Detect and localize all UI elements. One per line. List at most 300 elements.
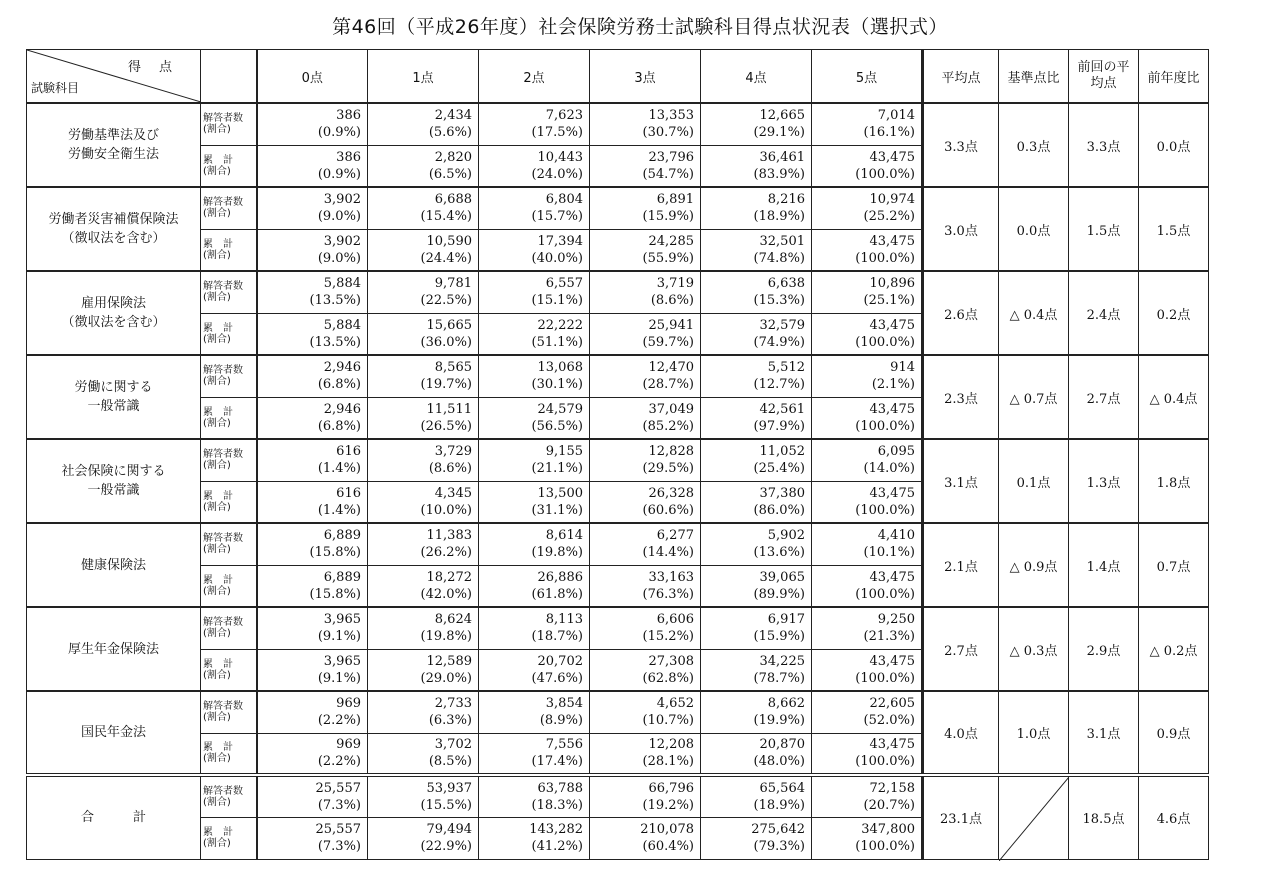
- count-value: 27,308: [648, 653, 694, 669]
- count-value: 969: [336, 696, 361, 712]
- count-value: 12,589: [426, 653, 472, 669]
- row-label-main: 解答者数: [203, 701, 243, 713]
- answerers-label: [201, 691, 257, 733]
- score-2-cell: [479, 691, 590, 733]
- corner-subject-label: 試験科目: [31, 81, 80, 95]
- percent-value: (18.3%): [531, 797, 583, 813]
- score-5-cell: [812, 355, 923, 397]
- answerers-row: [27, 103, 1209, 145]
- count-value: 7,556: [545, 737, 583, 753]
- score-2-header: 2点: [479, 50, 590, 104]
- count-value: 53,937: [426, 780, 472, 796]
- score-4-cell: [701, 397, 812, 439]
- score-1-cell: [368, 229, 479, 271]
- score-1-cell: [368, 523, 479, 565]
- count-value: 10,896: [869, 276, 915, 292]
- percent-value: (100.0%): [855, 502, 915, 518]
- percent-value: (40.0%): [531, 250, 583, 266]
- percent-value: (15.3%): [753, 293, 805, 309]
- count-value: 43,475: [869, 233, 915, 249]
- score-0-cell: [257, 145, 368, 187]
- percent-value: (15.8%): [309, 586, 361, 602]
- base-ratio-value: 0.1点: [999, 439, 1069, 523]
- score-1-cell: [368, 313, 479, 355]
- base-ratio-value: △ 0.9点: [999, 523, 1069, 607]
- score-1-cell: [368, 733, 479, 775]
- score-1-cell: [368, 649, 479, 691]
- count-value: 6,277: [656, 528, 694, 544]
- row-label-main: 累 計: [203, 490, 233, 502]
- score-0-cell: [257, 607, 368, 649]
- score-1-header: 1点: [368, 50, 479, 104]
- percent-value: (41.2%): [531, 839, 583, 854]
- score-5-cell: [812, 145, 923, 187]
- percent-value: (2.2%): [317, 754, 361, 770]
- count-value: 33,163: [648, 569, 694, 585]
- count-value: 386: [336, 149, 361, 165]
- cumulative-label: [201, 565, 257, 607]
- percent-value: (8.9%): [539, 713, 583, 729]
- score-2-cell: [479, 565, 590, 607]
- score-3-cell: [590, 481, 701, 523]
- score-0-cell: [257, 481, 368, 523]
- percent-value: (1.4%): [317, 502, 361, 518]
- percent-value: (29.1%): [753, 125, 805, 141]
- row-label-main: 解答者数: [203, 449, 243, 461]
- answerers-row: [27, 439, 1209, 481]
- count-value: 39,065: [759, 569, 805, 585]
- row-label-main: 累 計: [203, 406, 233, 418]
- score-3-cell: [590, 523, 701, 565]
- percent-value: (62.8%): [642, 670, 694, 686]
- score-5-cell: [812, 733, 923, 775]
- percent-value: (9.0%): [317, 209, 361, 225]
- percent-value: (1.4%): [317, 461, 361, 477]
- percent-value: (10.1%): [863, 545, 915, 561]
- count-value: 2,820: [434, 149, 472, 165]
- prev-avg-value: 3.3点: [1069, 103, 1139, 187]
- row-label-main: 解答者数: [203, 365, 243, 377]
- score-3-cell: [590, 313, 701, 355]
- count-value: 210,078: [640, 822, 694, 837]
- score-2-cell: [479, 649, 590, 691]
- score-5-cell: [812, 397, 923, 439]
- row-label-main: 累 計: [203, 658, 233, 670]
- avg-value: 2.1点: [923, 523, 999, 607]
- score-3-cell: [590, 187, 701, 229]
- percent-value: (6.3%): [428, 713, 472, 729]
- score-2-cell: [479, 397, 590, 439]
- count-value: 6,891: [656, 192, 694, 208]
- percent-value: (100.0%): [855, 754, 915, 770]
- percent-value: (9.0%): [317, 250, 361, 266]
- avg-value: 3.1点: [923, 439, 999, 523]
- score-3-cell: [590, 607, 701, 649]
- percent-value: (7.3%): [317, 839, 361, 854]
- score-1-cell: [368, 565, 479, 607]
- avg-value: 2.6点: [923, 271, 999, 355]
- score-0-cell: [257, 733, 368, 775]
- percent-value: (12.7%): [753, 377, 805, 393]
- count-value: 43,475: [869, 149, 915, 165]
- row-label-ratio: (割合): [203, 501, 231, 513]
- count-value: 10,443: [537, 149, 583, 165]
- score-0-cell: [257, 355, 368, 397]
- row-label-ratio: (割合): [203, 796, 231, 808]
- count-value: 6,095: [877, 444, 915, 460]
- percent-value: (47.6%): [531, 670, 583, 686]
- avg-value: 3.0点: [923, 187, 999, 271]
- row-label-ratio: (割合): [203, 376, 231, 388]
- count-value: 25,557: [315, 780, 361, 796]
- score-4-cell: [701, 355, 812, 397]
- answerers-row: [27, 355, 1209, 397]
- count-value: 65,564: [759, 780, 805, 796]
- score-5-cell: [812, 649, 923, 691]
- score-1-cell: [368, 817, 479, 859]
- score-0-cell: [257, 565, 368, 607]
- percent-value: (100.0%): [855, 839, 915, 854]
- count-value: 9,250: [877, 612, 915, 628]
- count-value: 616: [336, 485, 361, 501]
- subject-name: 労働に関する 一般常識: [27, 355, 201, 439]
- score-4-cell: [701, 523, 812, 565]
- percent-value: (14.0%): [863, 461, 915, 477]
- prev-avg-value: 2.7点: [1069, 355, 1139, 439]
- prev-avg-value: 3.1点: [1069, 691, 1139, 775]
- count-value: 8,624: [434, 612, 472, 628]
- count-value: 4,410: [877, 528, 915, 544]
- count-value: 32,579: [759, 317, 805, 333]
- corner-header: [27, 50, 201, 104]
- prev-year-ratio-value: 1.5点: [1139, 187, 1209, 271]
- score-1-cell: [368, 145, 479, 187]
- score-4-cell: [701, 187, 812, 229]
- count-value: 7,623: [545, 108, 583, 124]
- score-3-cell: [590, 439, 701, 481]
- prev-year-ratio-value: △ 0.2点: [1139, 607, 1209, 691]
- percent-value: (6.8%): [317, 418, 361, 434]
- count-value: 12,208: [648, 737, 694, 753]
- avg-value: 2.7点: [923, 607, 999, 691]
- prev-avg-value: 2.4点: [1069, 271, 1139, 355]
- count-value: 24,579: [537, 401, 583, 417]
- percent-value: (60.6%): [642, 502, 694, 518]
- count-value: 3,854: [545, 696, 583, 712]
- percent-value: (100.0%): [855, 250, 915, 266]
- score-1-cell: [368, 397, 479, 439]
- percent-value: (18.9%): [753, 797, 805, 813]
- count-value: 34,225: [759, 653, 805, 669]
- prev-year-ratio-value: 0.9点: [1139, 691, 1209, 775]
- percent-value: (9.1%): [317, 629, 361, 645]
- answerers-row: [27, 187, 1209, 229]
- percent-value: (28.1%): [642, 754, 694, 770]
- answerers-label: [201, 775, 257, 817]
- count-value: 3,902: [323, 192, 361, 208]
- count-value: 914: [890, 360, 915, 376]
- percent-value: (54.7%): [642, 166, 694, 182]
- count-value: 3,729: [434, 444, 472, 460]
- score-3-cell: [590, 565, 701, 607]
- answerers-label: [201, 607, 257, 649]
- count-value: 5,884: [323, 317, 361, 333]
- prev-avg-value: 18.5点: [1069, 775, 1139, 859]
- count-value: 9,781: [434, 276, 472, 292]
- row-label-ratio: (割合): [203, 417, 231, 429]
- score-4-cell: [701, 565, 812, 607]
- answerers-label: [201, 103, 257, 145]
- answerers-row: [27, 775, 1209, 817]
- percent-value: (22.9%): [420, 839, 472, 854]
- subject-name: 健康保険法: [27, 523, 201, 607]
- row-label-ratio: (割合): [203, 460, 231, 472]
- percent-value: (100.0%): [855, 670, 915, 686]
- answerers-label: [201, 439, 257, 481]
- label-column-header: [201, 50, 257, 104]
- score-5-cell: [812, 775, 923, 817]
- count-value: 25,941: [648, 317, 694, 333]
- base-ratio-value: △ 0.4点: [999, 271, 1069, 355]
- score-2-cell: [479, 817, 590, 859]
- row-label-main: 累 計: [203, 574, 233, 586]
- score-4-cell: [701, 481, 812, 523]
- count-value: 13,353: [648, 108, 694, 124]
- percent-value: (100.0%): [855, 418, 915, 434]
- count-value: 12,828: [648, 444, 694, 460]
- score-1-cell: [368, 103, 479, 145]
- score-3-cell: [590, 733, 701, 775]
- score-4-cell: [701, 229, 812, 271]
- score-2-cell: [479, 775, 590, 817]
- score-0-cell: [257, 271, 368, 313]
- count-value: 10,590: [426, 233, 472, 249]
- percent-value: (59.7%): [642, 334, 694, 350]
- score-3-cell: [590, 775, 701, 817]
- count-value: 25,557: [315, 822, 361, 837]
- base-ratio-value: 0.0点: [999, 187, 1069, 271]
- row-label-main: 累 計: [203, 322, 233, 334]
- count-value: 12,470: [648, 360, 694, 376]
- count-value: 22,222: [537, 317, 583, 333]
- percent-value: (20.7%): [863, 797, 915, 813]
- subject-name: 労働者災害補償保険法 （徴収法を含む）: [27, 187, 201, 271]
- percent-value: (5.6%): [428, 125, 472, 141]
- score-2-cell: [479, 229, 590, 271]
- score-1-cell: [368, 481, 479, 523]
- count-value: 43,475: [869, 317, 915, 333]
- avg-value: 3.3点: [923, 103, 999, 187]
- percent-value: (31.1%): [531, 502, 583, 518]
- score-3-cell: [590, 817, 701, 859]
- score-5-cell: [812, 607, 923, 649]
- percent-value: (15.7%): [531, 209, 583, 225]
- score-0-cell: [257, 439, 368, 481]
- percent-value: (25.2%): [863, 209, 915, 225]
- score-5-cell: [812, 229, 923, 271]
- percent-value: (85.2%): [642, 418, 694, 434]
- percent-value: (15.9%): [642, 209, 694, 225]
- score-5-cell: [812, 439, 923, 481]
- row-label-main: 累 計: [203, 827, 233, 838]
- prev-avg-header: 前回の平均点: [1069, 50, 1139, 104]
- score-5-cell: [812, 313, 923, 355]
- count-value: 32,501: [759, 233, 805, 249]
- row-label-ratio: (割合): [203, 669, 231, 681]
- subject-name: 労働基準法及び 労働安全衛生法: [27, 103, 201, 187]
- count-value: 42,561: [759, 401, 805, 417]
- percent-value: (18.7%): [531, 629, 583, 645]
- answerers-row: [27, 523, 1209, 565]
- count-value: 22,605: [869, 696, 915, 712]
- score-2-cell: [479, 271, 590, 313]
- percent-value: (0.9%): [317, 125, 361, 141]
- row-label-main: 累 計: [203, 154, 233, 166]
- percent-value: (8.6%): [428, 461, 472, 477]
- percent-value: (22.5%): [420, 293, 472, 309]
- count-value: 26,886: [537, 569, 583, 585]
- count-value: 275,642: [751, 822, 805, 837]
- count-value: 26,328: [648, 485, 694, 501]
- score-4-cell: [701, 733, 812, 775]
- cumulative-label: [201, 397, 257, 439]
- score-3-cell: [590, 355, 701, 397]
- base-ratio-value: △ 0.3点: [999, 607, 1069, 691]
- percent-value: (30.7%): [642, 125, 694, 141]
- percent-value: (24.4%): [420, 250, 472, 266]
- count-value: 24,285: [648, 233, 694, 249]
- answerers-row: [27, 691, 1209, 733]
- percent-value: (6.8%): [317, 377, 361, 393]
- count-value: 3,965: [323, 612, 361, 628]
- score-5-cell: [812, 817, 923, 859]
- answerers-row: [27, 271, 1209, 313]
- score-4-cell: [701, 313, 812, 355]
- base-ratio-empty-slash: [999, 775, 1069, 859]
- percent-value: (25.4%): [753, 461, 805, 477]
- percent-value: (29.0%): [420, 670, 472, 686]
- score-table: [26, 49, 1209, 860]
- score-2-cell: [479, 733, 590, 775]
- count-value: 8,614: [545, 528, 583, 544]
- count-value: 3,965: [323, 653, 361, 669]
- count-value: 8,565: [434, 360, 472, 376]
- subject-name: 社会保険に関する 一般常識: [27, 439, 201, 523]
- row-label-main: 解答者数: [203, 533, 243, 545]
- percent-value: (86.0%): [753, 502, 805, 518]
- percent-value: (83.9%): [753, 166, 805, 182]
- prev-year-ratio-value: △ 0.4点: [1139, 355, 1209, 439]
- count-value: 11,383: [426, 528, 472, 544]
- percent-value: (17.4%): [531, 754, 583, 770]
- count-value: 11,511: [426, 401, 472, 417]
- prev-avg-value: 1.4点: [1069, 523, 1139, 607]
- count-value: 6,804: [545, 192, 583, 208]
- score-1-cell: [368, 439, 479, 481]
- prev-year-ratio-value: 0.0点: [1139, 103, 1209, 187]
- count-value: 37,380: [759, 485, 805, 501]
- count-value: 13,500: [537, 485, 583, 501]
- percent-value: (21.1%): [531, 461, 583, 477]
- percent-value: (24.0%): [531, 166, 583, 182]
- score-3-header: 3点: [590, 50, 701, 104]
- percent-value: (30.1%): [531, 377, 583, 393]
- percent-value: (19.9%): [753, 713, 805, 729]
- percent-value: (19.8%): [420, 629, 472, 645]
- score-1-cell: [368, 607, 479, 649]
- score-1-cell: [368, 355, 479, 397]
- count-value: 4,652: [656, 696, 694, 712]
- percent-value: (100.0%): [855, 586, 915, 602]
- percent-value: (42.0%): [420, 586, 472, 602]
- percent-value: (8.5%): [428, 754, 472, 770]
- percent-value: (97.9%): [753, 418, 805, 434]
- score-0-cell: [257, 187, 368, 229]
- score-0-cell: [257, 817, 368, 859]
- count-value: 36,461: [759, 149, 805, 165]
- count-value: 2,434: [434, 108, 472, 124]
- row-label-ratio: (割合): [203, 585, 231, 597]
- count-value: 347,800: [861, 822, 915, 837]
- score-2-cell: [479, 145, 590, 187]
- percent-value: (18.9%): [753, 209, 805, 225]
- count-value: 4,345: [434, 485, 472, 501]
- row-label-main: 解答者数: [203, 617, 243, 629]
- answerers-label: [201, 355, 257, 397]
- score-3-cell: [590, 103, 701, 145]
- percent-value: (15.8%): [309, 545, 361, 561]
- count-value: 8,216: [767, 192, 805, 208]
- percent-value: (17.5%): [531, 125, 583, 141]
- count-value: 43,475: [869, 737, 915, 753]
- count-value: 6,917: [767, 612, 805, 628]
- percent-value: (51.1%): [531, 334, 583, 350]
- prev-year-ratio-header: 前年度比: [1139, 50, 1209, 104]
- score-0-cell: [257, 103, 368, 145]
- subject-name: 合 計: [27, 775, 201, 859]
- percent-value: (15.1%): [531, 293, 583, 309]
- score-5-cell: [812, 691, 923, 733]
- count-value: 6,638: [767, 276, 805, 292]
- percent-value: (26.2%): [420, 545, 472, 561]
- count-value: 8,662: [767, 696, 805, 712]
- score-5-cell: [812, 103, 923, 145]
- count-value: 6,889: [323, 569, 361, 585]
- score-2-cell: [479, 523, 590, 565]
- percent-value: (6.5%): [428, 166, 472, 182]
- count-value: 7,014: [877, 108, 915, 124]
- score-2-cell: [479, 439, 590, 481]
- count-value: 66,796: [648, 780, 694, 796]
- count-value: 63,788: [537, 780, 583, 796]
- score-5-cell: [812, 523, 923, 565]
- percent-value: (0.9%): [317, 166, 361, 182]
- score-3-cell: [590, 397, 701, 439]
- percent-value: (13.5%): [309, 334, 361, 350]
- count-value: 3,702: [434, 737, 472, 753]
- row-label-main: 累 計: [203, 238, 233, 250]
- percent-value: (79.3%): [753, 839, 805, 854]
- base-ratio-value: 1.0点: [999, 691, 1069, 775]
- score-2-cell: [479, 607, 590, 649]
- score-4-cell: [701, 649, 812, 691]
- percent-value: (13.6%): [753, 545, 805, 561]
- count-value: 43,475: [869, 485, 915, 501]
- cumulative-label: [201, 313, 257, 355]
- subject-name: 国民年金法: [27, 691, 201, 775]
- cumulative-label: [201, 817, 257, 859]
- score-3-cell: [590, 271, 701, 313]
